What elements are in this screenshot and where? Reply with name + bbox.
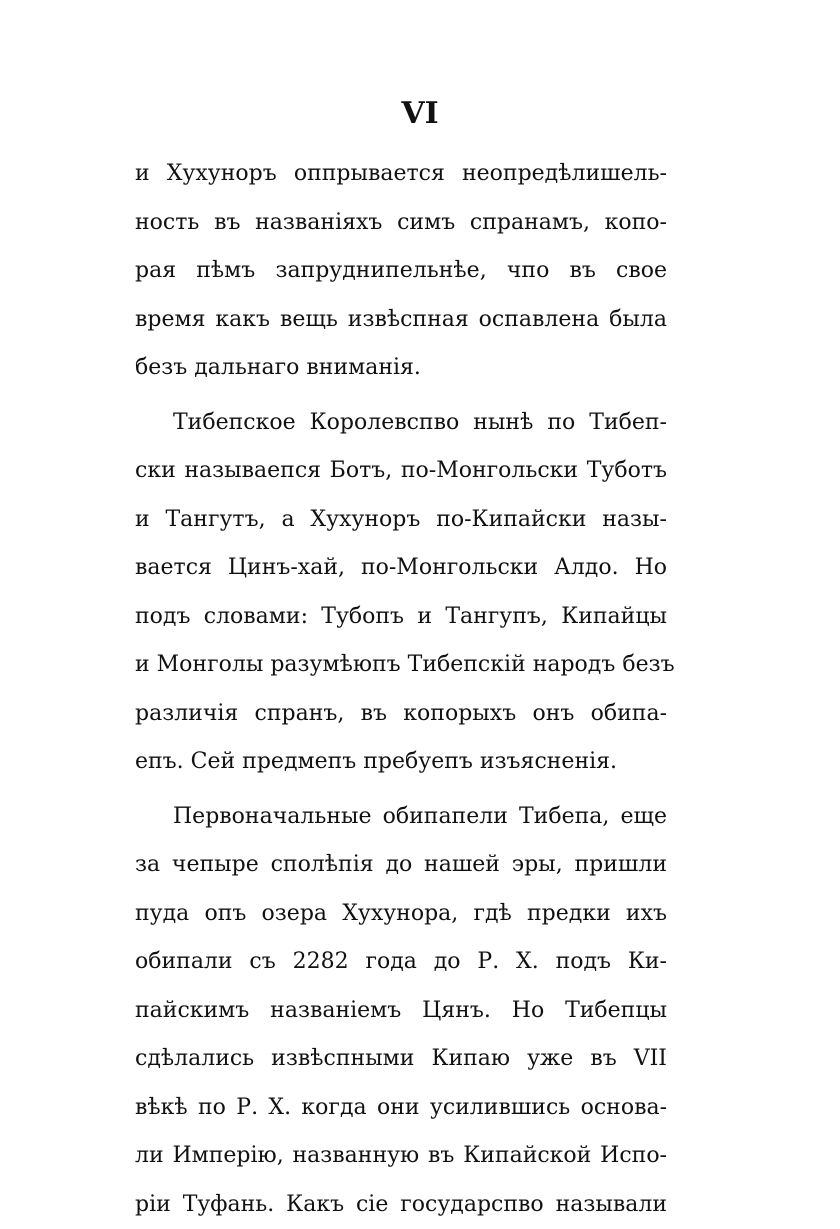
text-line: и Хухуноръ оппрывается неопредѣлишель- xyxy=(135,150,667,199)
text-line: вѣкѣ по Р. Х. когда они усилившись основа- xyxy=(135,1084,667,1133)
text-line: ріи Туфань. Какъ сіе государспво называли xyxy=(135,1181,667,1229)
text-line: за чепыре сполѣпія до нашей эры, пришли xyxy=(135,841,667,890)
text-line: безъ дальнаго вниманія. xyxy=(135,344,667,393)
text-line: епъ. Сей предмепъ пребуепъ изъясненія. xyxy=(135,738,667,787)
page-number: VI xyxy=(0,96,840,131)
text-line: Тибепское Королевспво нынѣ по Тибеп- xyxy=(135,399,667,448)
text-line: пуда опъ озера Хухунора, гдѣ предки ихъ xyxy=(135,890,667,939)
text-line: ность въ названіяхъ симъ спранамъ, копо- xyxy=(135,199,667,248)
text-line: обипали съ 2282 года до Р. Х. подъ Ки- xyxy=(135,938,667,987)
text-line: ски называепся Ботъ, по-Монгольски Туботъ xyxy=(135,447,667,496)
text-line: и Монголы разумѣюпъ Тибепскій народъ безъ xyxy=(135,641,667,690)
text-line: рая пѣмъ запруднипельнѣе, чпо въ свое xyxy=(135,247,667,296)
text-line: пайскимъ названіемъ Цянъ. Но Тибепцы xyxy=(135,987,667,1036)
text-line: подъ словами: Тубопъ и Тангупъ, Кипайцы xyxy=(135,593,667,642)
text-line: сдѣлались извѣспными Кипаю уже въ VII xyxy=(135,1035,667,1084)
text-line: различія спранъ, въ копорыхъ онъ обипа- xyxy=(135,690,667,739)
text-line: время какъ вещь извѣспная оспавлена была xyxy=(135,296,667,345)
text-line: и Тангутъ, а Хухуноръ по-Кипайски назы- xyxy=(135,496,667,545)
text-line: Первоначальные обипапели Тибепа, еще xyxy=(135,793,667,842)
body-text xyxy=(135,150,667,1229)
text-line: вается Цинъ-хай, по-Монгольски Алдо. Но xyxy=(135,544,667,593)
text-line: ли Имперію, названную въ Кипайской Испо- xyxy=(135,1132,667,1181)
